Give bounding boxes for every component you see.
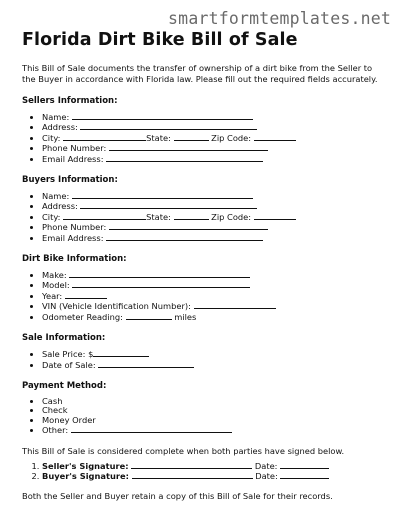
seller-email-label: Email Address: (42, 153, 104, 164)
bike-make-field[interactable] (69, 270, 250, 278)
buyer-address-label: Address: (42, 201, 78, 212)
seller-state-label: State: (146, 132, 171, 143)
buyer-email-field[interactable] (106, 233, 263, 241)
payment-other-label: Other: (42, 425, 69, 436)
buyer-city-label: City: (42, 211, 61, 222)
bike-model-item (42, 280, 382, 290)
seller-zip-label: Zip Code: (211, 132, 252, 143)
closing-paragraph: Both the Seller and Buyer retain a copy of this Bill of Sale for their records. (22, 491, 333, 502)
sale-price-field[interactable] (93, 349, 149, 357)
bike-list (22, 270, 382, 322)
payment-cash-item[interactable]: • Cash (42, 397, 382, 406)
buyer-name-item (42, 191, 382, 201)
payment-other-item (42, 425, 382, 435)
buyer-address-field[interactable] (80, 201, 257, 209)
seller-zip-field[interactable] (254, 133, 296, 141)
seller-city-item (42, 133, 382, 143)
payment-money-order-item[interactable]: • Money Order (42, 416, 382, 425)
payment-other-field[interactable] (71, 425, 232, 433)
buyers-list (22, 191, 382, 243)
bike-year-label: Year: (42, 290, 63, 301)
seller-state-field[interactable] (174, 133, 209, 141)
buyer-date-label: Date: (255, 470, 278, 481)
seller-signature-label: Seller's Signature: (42, 460, 129, 471)
sellers-list (22, 112, 382, 164)
bike-odometer-unit: miles (174, 311, 197, 322)
seller-email-item (42, 154, 382, 164)
sale-price-label: Sale Price: $ (42, 349, 94, 360)
buyer-state-field[interactable] (174, 212, 209, 220)
buyer-address-item (42, 201, 382, 211)
buyers-heading: Buyers Information: (22, 175, 118, 186)
seller-address-label: Address: (42, 122, 78, 133)
buyer-city-item (42, 212, 382, 222)
bike-vin-field[interactable] (194, 301, 276, 309)
sellers-heading: Sellers Information: (22, 96, 118, 106)
seller-signature-item (42, 461, 382, 471)
sale-date-field[interactable] (98, 360, 194, 368)
buyer-signature-label: Buyer's Signature: (42, 470, 129, 481)
payment-list (22, 397, 382, 436)
bike-vin-label: VIN (Vehicle Identification Number): (42, 301, 191, 312)
bike-odometer-label: Odometer Reading: (42, 311, 123, 322)
seller-address-item (42, 122, 382, 132)
payment-heading: Payment Method: (22, 380, 107, 391)
buyer-signature-item (42, 471, 382, 481)
seller-email-field[interactable] (106, 154, 263, 162)
sale-date-label: Date of Sale: (42, 359, 96, 370)
payment-check-item[interactable]: • Check (42, 406, 382, 415)
buyer-city-field[interactable] (63, 212, 146, 220)
bike-make-item (42, 270, 382, 280)
buyer-phone-label: Phone Number: (42, 222, 107, 233)
bike-vin-item (42, 301, 382, 311)
bike-model-label: Model: (42, 280, 70, 291)
bike-odometer-item (42, 312, 382, 322)
seller-city-field[interactable] (63, 133, 146, 141)
buyer-state-label: State: (146, 211, 171, 222)
seller-signature-field[interactable] (131, 461, 252, 469)
seller-signature-date-field[interactable] (280, 461, 329, 469)
seller-name-label: Name: (42, 112, 70, 122)
seller-date-label: Date: (254, 460, 278, 471)
buyer-email-label: Email Address: (42, 232, 104, 243)
buyer-signature-date-field[interactable] (280, 471, 329, 479)
bike-make-label: Make: (42, 270, 67, 281)
page-title: Florida Dirt Bike Bill of Sale (22, 30, 298, 50)
seller-address-field[interactable] (80, 122, 257, 130)
bike-odometer-field[interactable] (126, 312, 172, 320)
sale-list (22, 349, 382, 370)
site-watermark: smartformtemplates.net (168, 9, 391, 28)
buyer-name-label: Name: (42, 191, 70, 202)
seller-name-field[interactable] (72, 112, 253, 120)
sale-price-item (42, 349, 382, 359)
signatures-list (22, 461, 382, 482)
bike-model-field[interactable] (72, 280, 250, 288)
intro-paragraph: This Bill of Sale documents the transfer of ownership of a dirt bike from the Seller to the Buyer in accordance with Florida law. Please fill out the required fields accurately. (22, 63, 378, 84)
buyer-email-item (42, 233, 382, 243)
buyer-signature-field[interactable] (132, 471, 253, 479)
sale-date-item (42, 360, 382, 370)
seller-phone-label: Phone Number: (42, 143, 107, 154)
buyer-phone-item (42, 222, 382, 232)
buyer-zip-label: Zip Code: (211, 211, 252, 222)
sale-heading: Sale Information: (22, 333, 106, 344)
bill-of-sale-document (22, 30, 382, 501)
bike-heading: Dirt Bike Information: (22, 254, 127, 265)
seller-phone-field[interactable] (109, 143, 268, 151)
buyer-name-field[interactable] (72, 191, 253, 199)
buyer-phone-field[interactable] (109, 222, 268, 230)
seller-city-label: City: (42, 132, 61, 143)
completion-note: This Bill of Sale is considered complete when both parties have signed below. (22, 445, 345, 456)
seller-name-item (42, 112, 382, 122)
bike-year-item (42, 291, 382, 301)
bike-year-field[interactable] (65, 291, 107, 299)
seller-phone-item (42, 143, 382, 153)
buyer-zip-field[interactable] (254, 212, 296, 220)
